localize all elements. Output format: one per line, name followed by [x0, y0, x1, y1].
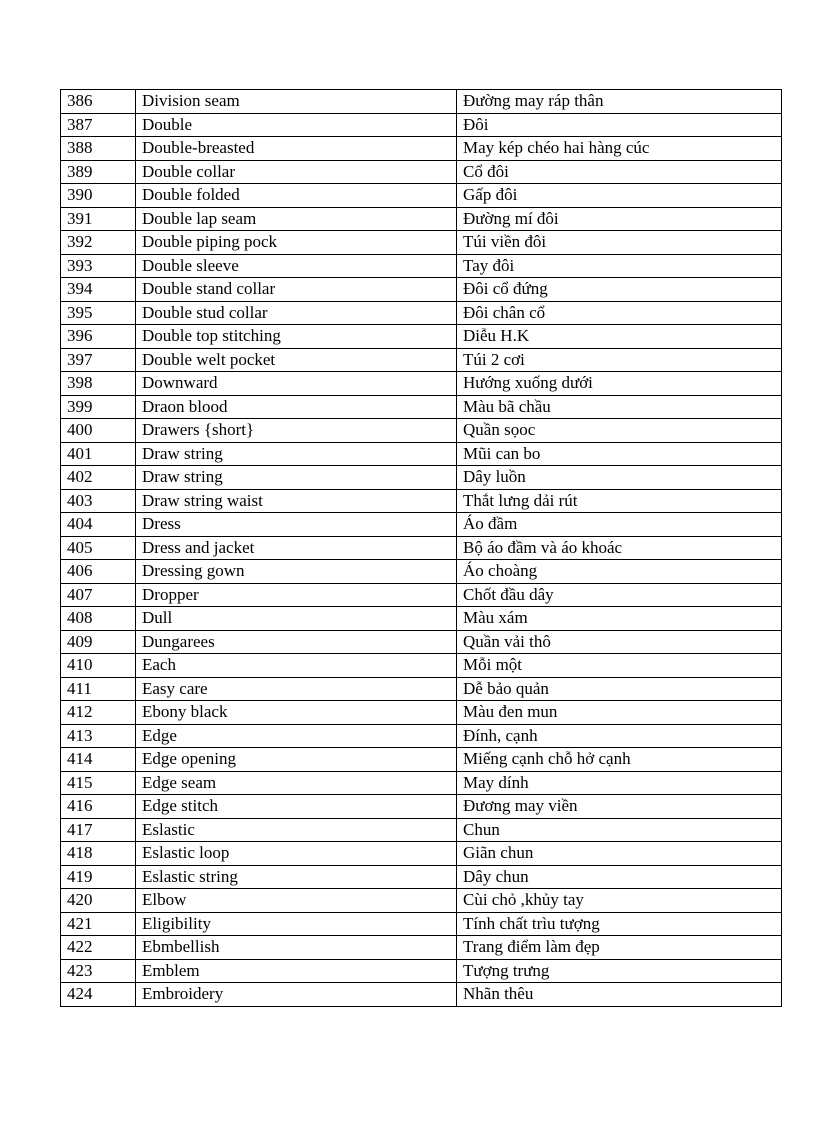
vietnamese-term: Chun [457, 818, 782, 842]
english-term: Double lap seam [136, 207, 457, 231]
entry-number: 387 [61, 113, 136, 137]
vietnamese-term: Túi viền đôi [457, 231, 782, 255]
vietnamese-term: May kép chéo hai hàng cúc [457, 137, 782, 161]
entry-number: 393 [61, 254, 136, 278]
entry-number: 388 [61, 137, 136, 161]
table-row [61, 348, 782, 372]
vietnamese-term: Dễ bảo quản [457, 677, 782, 701]
vietnamese-term: Áo đầm [457, 513, 782, 537]
table-row [61, 936, 782, 960]
entry-number: 399 [61, 395, 136, 419]
entry-number: 409 [61, 630, 136, 654]
vietnamese-term: Chốt đầu dây [457, 583, 782, 607]
entry-number: 412 [61, 701, 136, 725]
table-row [61, 207, 782, 231]
entry-number: 389 [61, 160, 136, 184]
vietnamese-term: Trang điểm làm đẹp [457, 936, 782, 960]
vietnamese-term: Màu bã chầu [457, 395, 782, 419]
entry-number: 424 [61, 983, 136, 1007]
table-row [61, 231, 782, 255]
entry-number: 415 [61, 771, 136, 795]
entry-number: 391 [61, 207, 136, 231]
english-term: Double sleeve [136, 254, 457, 278]
entry-number: 398 [61, 372, 136, 396]
vietnamese-term: Đường may ráp thân [457, 90, 782, 114]
table-row [61, 560, 782, 584]
entry-number: 418 [61, 842, 136, 866]
vietnamese-term: Miếng cạnh chỗ hở cạnh [457, 748, 782, 772]
english-term: Double top stitching [136, 325, 457, 349]
entry-number: 423 [61, 959, 136, 983]
entry-number: 396 [61, 325, 136, 349]
entry-number: 422 [61, 936, 136, 960]
vietnamese-term: Quần vải thô [457, 630, 782, 654]
table-row [61, 912, 782, 936]
entry-number: 411 [61, 677, 136, 701]
vietnamese-term: Bộ áo đầm và áo khoác [457, 536, 782, 560]
entry-number: 386 [61, 90, 136, 114]
entry-number: 419 [61, 865, 136, 889]
english-term: Division seam [136, 90, 457, 114]
vietnamese-term: Hướng xuống dưới [457, 372, 782, 396]
table-row [61, 677, 782, 701]
table-row [61, 137, 782, 161]
vietnamese-term: Cùi chỏ ,khủy tay [457, 889, 782, 913]
glossary-body [61, 90, 782, 1007]
table-row [61, 795, 782, 819]
english-term: Each [136, 654, 457, 678]
english-term: Downward [136, 372, 457, 396]
english-term: Dull [136, 607, 457, 631]
vietnamese-term: Quần sọoc [457, 419, 782, 443]
vietnamese-term: Diễu H.K [457, 325, 782, 349]
table-row [61, 278, 782, 302]
english-term: Dress and jacket [136, 536, 457, 560]
english-term: Eligibility [136, 912, 457, 936]
english-term: Double piping pock [136, 231, 457, 255]
english-term: Double welt pocket [136, 348, 457, 372]
english-term: Edge [136, 724, 457, 748]
entry-number: 402 [61, 466, 136, 490]
vietnamese-term: Đính, cạnh [457, 724, 782, 748]
english-term: Double folded [136, 184, 457, 208]
entry-number: 405 [61, 536, 136, 560]
vietnamese-term: Cổ đôi [457, 160, 782, 184]
vietnamese-term: Đôi cổ đứng [457, 278, 782, 302]
english-term: Draw string [136, 442, 457, 466]
english-term: Edge seam [136, 771, 457, 795]
entry-number: 407 [61, 583, 136, 607]
english-term: Eslastic loop [136, 842, 457, 866]
table-row [61, 254, 782, 278]
table-row [61, 724, 782, 748]
english-term: Double-breasted [136, 137, 457, 161]
entry-number: 403 [61, 489, 136, 513]
entry-number: 400 [61, 419, 136, 443]
english-term: Double [136, 113, 457, 137]
english-term: Draw string [136, 466, 457, 490]
vietnamese-term: Đường mí đôi [457, 207, 782, 231]
table-row [61, 654, 782, 678]
vietnamese-term: Dây luồn [457, 466, 782, 490]
entry-number: 390 [61, 184, 136, 208]
english-term: Edge opening [136, 748, 457, 772]
vietnamese-term: Đương may viền [457, 795, 782, 819]
table-row [61, 842, 782, 866]
english-term: Eslastic [136, 818, 457, 842]
vietnamese-term: Màu xám [457, 607, 782, 631]
vietnamese-term: Dây chun [457, 865, 782, 889]
entry-number: 416 [61, 795, 136, 819]
entry-number: 413 [61, 724, 136, 748]
entry-number: 406 [61, 560, 136, 584]
entry-number: 417 [61, 818, 136, 842]
english-term: Draon blood [136, 395, 457, 419]
entry-number: 420 [61, 889, 136, 913]
vietnamese-term: Tính chất trìu tượng [457, 912, 782, 936]
entry-number: 392 [61, 231, 136, 255]
english-term: Easy care [136, 677, 457, 701]
vietnamese-term: Đôi [457, 113, 782, 137]
table-row [61, 160, 782, 184]
entry-number: 410 [61, 654, 136, 678]
vietnamese-term: Màu đen mun [457, 701, 782, 725]
english-term: Drawers {short} [136, 419, 457, 443]
english-term: Double stud collar [136, 301, 457, 325]
table-row [61, 818, 782, 842]
vietnamese-term: Áo choàng [457, 560, 782, 584]
english-term: Dungarees [136, 630, 457, 654]
vietnamese-term: May dính [457, 771, 782, 795]
english-term: Ebmbellish [136, 936, 457, 960]
table-row [61, 701, 782, 725]
glossary-table [60, 89, 782, 1007]
table-row [61, 419, 782, 443]
table-row [61, 395, 782, 419]
vietnamese-term: Mỗi một [457, 654, 782, 678]
table-row [61, 466, 782, 490]
vietnamese-term: Nhãn thêu [457, 983, 782, 1007]
english-term: Edge stitch [136, 795, 457, 819]
table-row [61, 325, 782, 349]
table-row [61, 301, 782, 325]
english-term: Double stand collar [136, 278, 457, 302]
entry-number: 394 [61, 278, 136, 302]
table-row [61, 513, 782, 537]
table-row [61, 748, 782, 772]
vietnamese-term: Tượng trưng [457, 959, 782, 983]
table-row [61, 959, 782, 983]
table-row [61, 607, 782, 631]
vietnamese-term: Đôi chân cổ [457, 301, 782, 325]
table-row [61, 536, 782, 560]
entry-number: 404 [61, 513, 136, 537]
english-term: Dressing gown [136, 560, 457, 584]
vietnamese-term: Mũi can bo [457, 442, 782, 466]
entry-number: 421 [61, 912, 136, 936]
table-row [61, 583, 782, 607]
english-term: Eslastic string [136, 865, 457, 889]
english-term: Draw string waist [136, 489, 457, 513]
table-row [61, 865, 782, 889]
vietnamese-term: Túi 2 cơi [457, 348, 782, 372]
english-term: Dropper [136, 583, 457, 607]
table-row [61, 630, 782, 654]
english-term: Embroidery [136, 983, 457, 1007]
english-term: Dress [136, 513, 457, 537]
vietnamese-term: Gấp đôi [457, 184, 782, 208]
vietnamese-term: Giãn chun [457, 842, 782, 866]
english-term: Emblem [136, 959, 457, 983]
english-term: Ebony black [136, 701, 457, 725]
entry-number: 408 [61, 607, 136, 631]
english-term: Elbow [136, 889, 457, 913]
entry-number: 397 [61, 348, 136, 372]
table-row [61, 442, 782, 466]
entry-number: 395 [61, 301, 136, 325]
table-row [61, 889, 782, 913]
table-row [61, 489, 782, 513]
vietnamese-term: Tay đôi [457, 254, 782, 278]
table-row [61, 113, 782, 137]
entry-number: 414 [61, 748, 136, 772]
vietnamese-term: Thắt lưng dải rút [457, 489, 782, 513]
table-row [61, 771, 782, 795]
entry-number: 401 [61, 442, 136, 466]
table-row [61, 372, 782, 396]
english-term: Double collar [136, 160, 457, 184]
table-row [61, 90, 782, 114]
table-row [61, 184, 782, 208]
table-row [61, 983, 782, 1007]
